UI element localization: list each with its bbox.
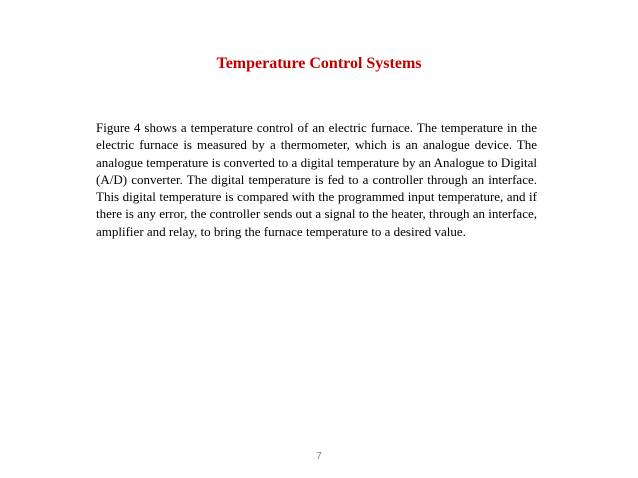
body-paragraph: Figure 4 shows a temperature control of an electric furnace. The temperature in the electric furnace is measured by a thermometer, which is an analogue device. The analogue temperature is converted to a digital temperature by an Analogue to Digital (A/D) converter. The digital temperature is fed to a controller through an interface. This digital temperature is compared with the programmed input temperature, and if there is any error, the controller sends out a signal to the heater, through an interface, amplifier and relay, to bring the furnace temperature to a desired value. bbox=[96, 120, 537, 239]
slide-title: Temperature Control Systems bbox=[216, 55, 422, 72]
page-number: 7 bbox=[316, 451, 322, 462]
